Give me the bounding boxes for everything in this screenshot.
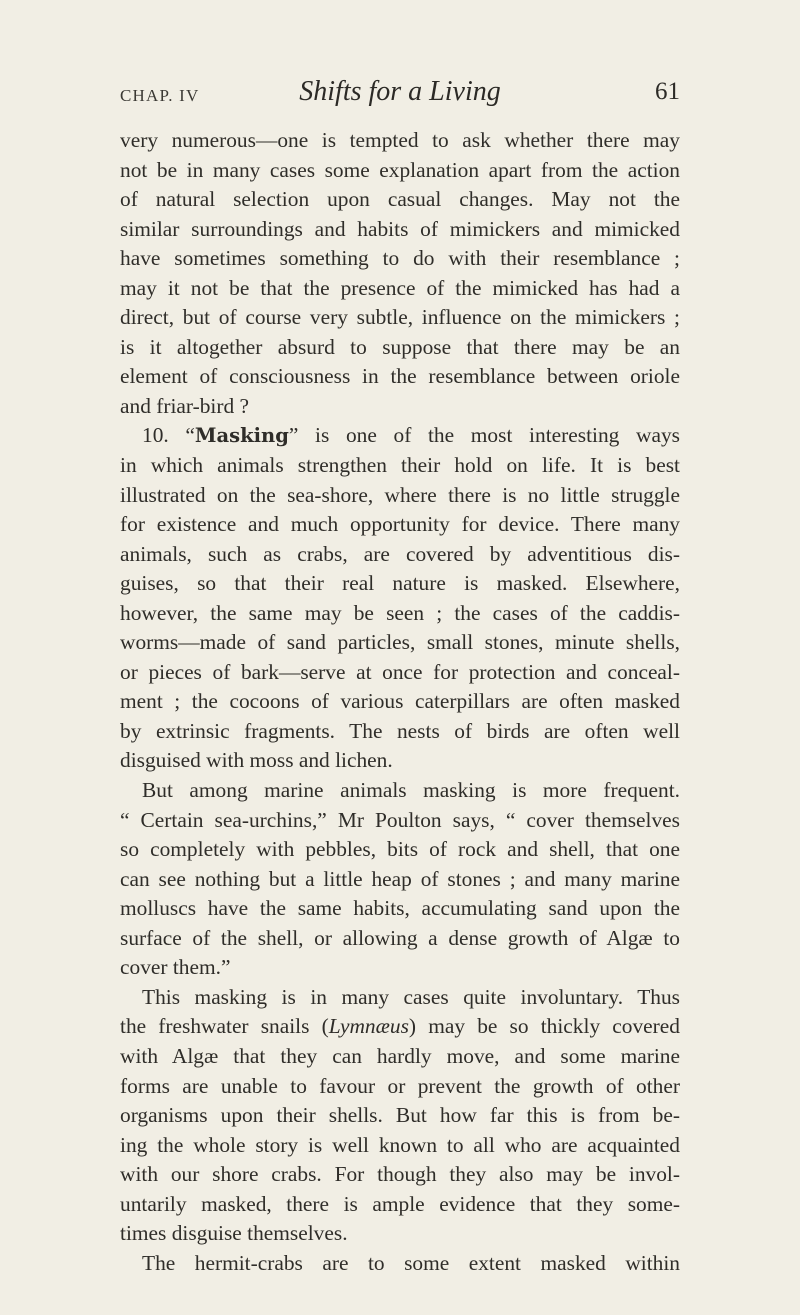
text-line: ment ; the cocoons of various caterpillars are often masked [120, 689, 680, 714]
section-keyword: Masking [194, 424, 289, 448]
text-line: cover them.” [120, 955, 231, 980]
text-line: so completely with pebbles, bits of rock and shell, that one [120, 837, 680, 862]
text-line: not be in many cases some explanation apart from the action [120, 157, 680, 182]
text-line-section-heading [120, 421, 680, 451]
text-line: molluscs have the same habits, accumulating sand upon the [120, 896, 680, 921]
chapter-label: CHAP. IV [120, 86, 200, 105]
text-line: or pieces of bark—serve at once for protection and conceal- [120, 659, 680, 684]
line-prefix: the freshwater snails ( [120, 1014, 329, 1039]
text-line: by extrinsic fragments. The nests of birds are often well [120, 718, 680, 743]
text-line: untarily masked, there is ample evidence that they some- [120, 1191, 680, 1216]
text-line: illustrated on the sea-shore, where there is no little struggle [120, 482, 680, 507]
section-suffix: ” is one of the most interesting ways [288, 423, 680, 448]
running-title: Shifts for a Living [299, 76, 501, 107]
body-text [120, 126, 680, 1278]
text-line: forms are unable to favour or prevent the growth of other [120, 1073, 680, 1098]
text-line: however, the same may be seen ; the cases of the caddis- [120, 600, 680, 625]
text-line-italic-term [120, 1012, 680, 1042]
text-line: is it altogether absurd to suppose that there may be an [120, 334, 680, 359]
text-line: guises, so that their real nature is masked. Elsewhere, [120, 571, 680, 596]
text-line: and friar-bird ? [120, 393, 250, 418]
text-line: for existence and much opportunity for device. There many [120, 512, 680, 537]
text-line: “ Certain sea-urchins,” Mr Poulton says, “ cover themselves [120, 807, 680, 832]
text-line: But among marine animals masking is more frequent. [142, 778, 680, 803]
section-prefix: 10. “ [142, 423, 195, 448]
text-line: may it not be that the presence of the mimicked has had a [120, 275, 680, 300]
text-line: in which animals strengthen their hold on life. It is best [120, 453, 680, 478]
text-line: organisms upon their shells. But how far this is from be- [120, 1103, 680, 1128]
text-line: This masking is in many cases quite involuntary. Thus [142, 984, 680, 1009]
text-line: of natural selection upon casual changes. May not the [120, 187, 680, 212]
text-line: ing the whole story is well known to all who are acquainted [120, 1132, 680, 1157]
text-line: animals, such as crabs, are covered by adventitious dis- [120, 541, 680, 566]
text-line: The hermit-crabs are to some extent masked within [142, 1250, 680, 1275]
running-head [120, 76, 680, 116]
text-line: with Algæ that they can hardly move, and some marine [120, 1043, 680, 1068]
page-number: 61 [655, 78, 680, 105]
text-line: worms—made of sand particles, small stones, minute shells, [120, 630, 680, 655]
text-line: very numerous—one is tempted to ask whether there may [120, 128, 680, 152]
text-line: with our shore crabs. For though they also may be invol- [120, 1162, 680, 1187]
text-line: disguised with moss and lichen. [120, 748, 393, 773]
line-suffix: ) may be so thickly covered [408, 1014, 680, 1039]
text-line: element of consciousness in the resemblance between oriole [120, 364, 680, 389]
text-line: surface of the shell, or allowing a dense growth of Algæ to [120, 925, 680, 950]
italic-term: Lymnæus [328, 1014, 409, 1039]
text-line: have sometimes something to do with their resemblance ; [120, 246, 680, 271]
text-line: direct, but of course very subtle, influence on the mimickers ; [120, 305, 680, 330]
text-line: can see nothing but a little heap of stones ; and many marine [120, 866, 680, 891]
text-line: similar surroundings and habits of mimickers and mimicked [120, 216, 680, 241]
text-line: times disguise themselves. [120, 1221, 348, 1246]
